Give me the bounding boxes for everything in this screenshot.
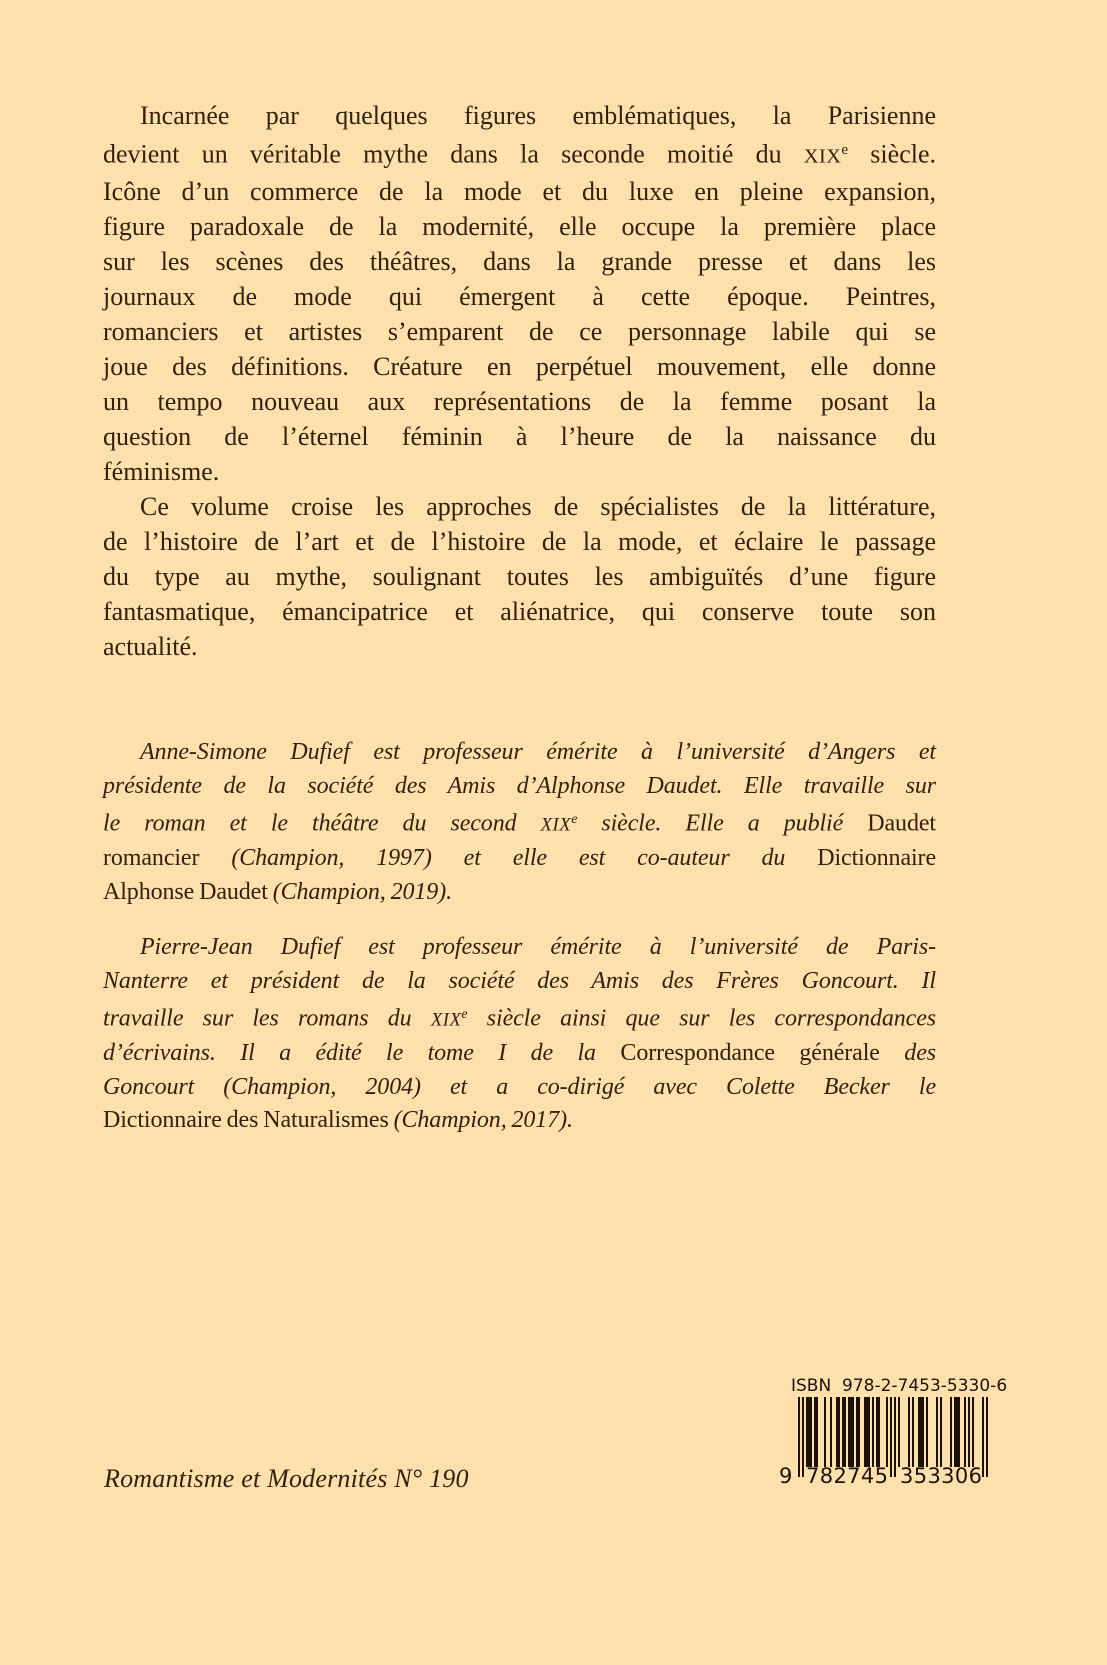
isbn-number-label: ISBN 978-2-7453-5330-6 <box>791 1376 1008 1396</box>
text-line: de l’histoire de l’art et de l’histoire de la mode, et éclaire le passage <box>103 527 936 557</box>
text-line: Incarnée par quelques figures emblématiques, la Parisienne <box>140 101 936 130</box>
text-line: du type au mythe, soulignant toutes les ambiguïtés d’une figure <box>103 562 936 592</box>
text-line: Pierre-Jean Dufief est professeur émérite à l’université de Paris- <box>140 934 936 960</box>
collection-label: Romantisme et Modernités N° 190 <box>104 1464 469 1493</box>
text-line: fantasmatique, émancipatrice et aliénatrice, qui conserve toute son <box>103 597 936 627</box>
text-line: Alphonse Daudet (Champion, 2019). <box>103 878 452 905</box>
text-line: romancier (Champion, 1997) et elle est co-auteur du Dictionnaire <box>103 845 937 872</box>
text-line: Nanterre et président de la société des Amis des Frères Goncourt. Il <box>103 967 936 994</box>
synopsis-paragraph-2 <box>103 489 936 664</box>
text-line: d’écrivains. Il a édité le tome I de la Correspondance générale des <box>103 1040 936 1067</box>
text-line: un tempo nouveau aux représentations de la femme posant la <box>103 387 936 417</box>
text-line: travaille sur les romans du XIXe siècle ainsi que sur les correspondances <box>103 1005 937 1032</box>
barcode-digit-first: 9 <box>779 1464 793 1488</box>
synopsis-paragraph-1 <box>103 98 936 489</box>
text-line: figure paradoxale de la modernité, elle occupe la première place <box>103 212 936 242</box>
text-line: présidente de la société des Amis d’Alphonse Daudet. Elle travaille sur <box>103 772 936 799</box>
text-line: Icône d’un commerce de la mode et du luxe en pleine expansion, <box>103 177 936 207</box>
text-line: Dictionnaire des Naturalismes (Champion, 2017). <box>103 1107 573 1134</box>
text-line: Ce volume croise les approches de spécialistes de la littérature, <box>140 492 936 522</box>
text-line: actualité. <box>103 632 198 662</box>
text-line: Goncourt (Champion, 2004) et a co-dirigé avec Colette Becker le <box>103 1073 936 1100</box>
text-line: Anne-Simone Dufief est professeur émérite à l’université d’Angers et <box>140 739 936 765</box>
text-line: devient un véritable mythe dans la seconde moitié du XIXe siècle. <box>103 139 936 169</box>
text-line: romanciers et artistes s’emparent de ce personnage labile qui se <box>103 317 936 347</box>
text-line: question de l’éternel féminin à l’heure de la naissance du <box>103 422 936 452</box>
text-line: féminisme. <box>103 457 220 487</box>
barcode-digits-left: 7 8 2 7 4 5 <box>806 1464 888 1488</box>
text-line: le roman et le théâtre du second XIXe siècle. Elle a publié Daudet <box>103 810 936 837</box>
author-bio-pierre-jean-dufief <box>103 931 936 1138</box>
isbn-barcode <box>779 1376 1008 1494</box>
author-bio-anne-simone-dufief <box>103 736 936 909</box>
synopsis <box>103 98 936 664</box>
text-line: journaux de mode qui émergent à cette époque. Peintres, <box>103 282 936 312</box>
text-line: sur les scènes des théâtres, dans la grande presse et dans les <box>103 247 936 277</box>
barcode-digits-right: 3 5 3 3 0 6 <box>900 1464 982 1488</box>
text-line: joue des définitions. Créature en perpétuel mouvement, elle donne <box>103 352 936 382</box>
